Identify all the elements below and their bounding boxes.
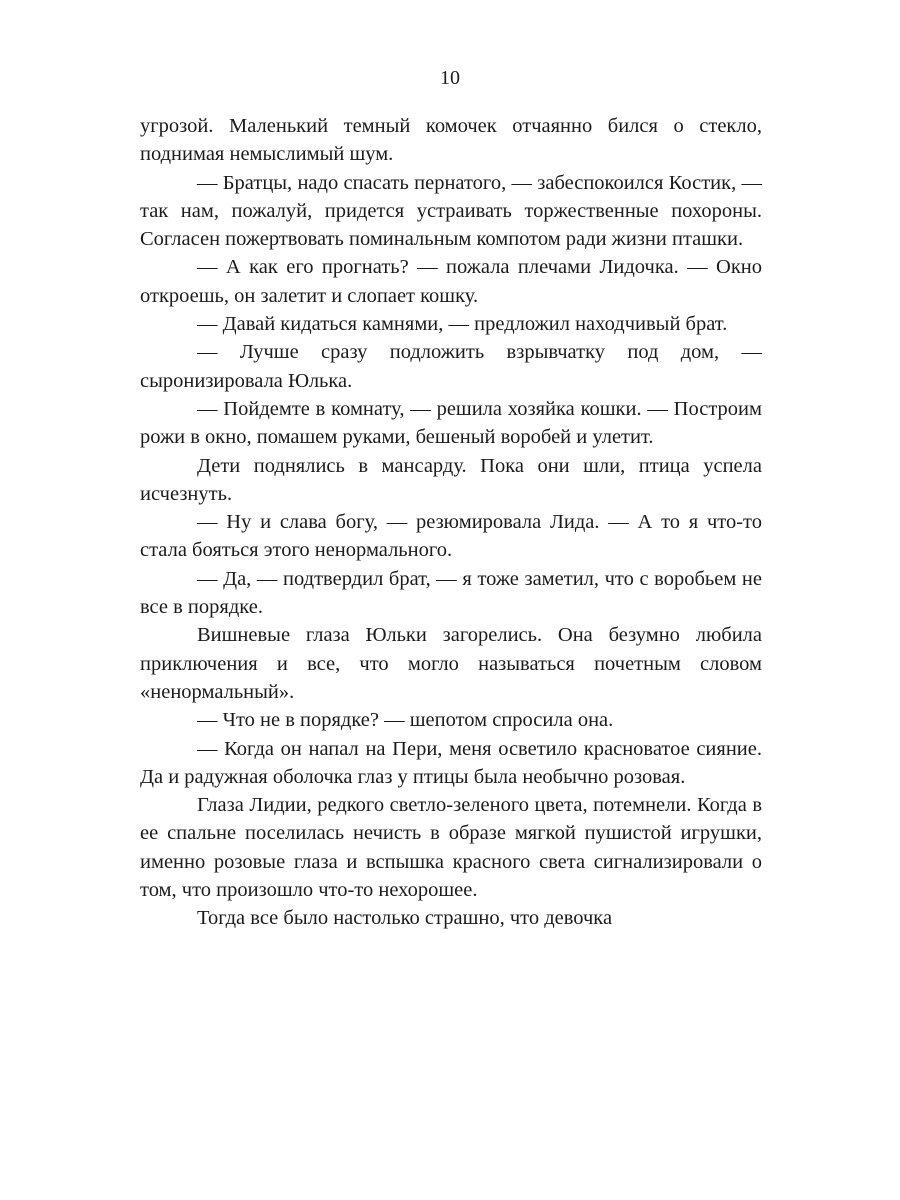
paragraph: — Пойдемте в комнату, — решила хозяйка кошки. — Построим рожи в окно, помашем руками, бешеный воробей и улетит.	[140, 397, 762, 449]
paragraph: — Ну и слава богу, — резюмировала Лида. — А то я что-то стала бояться этого ненормального.	[140, 511, 762, 562]
paragraph: — А как его прогнать? — пожала плечами Лидочка. — Окно откроешь, он залетит и слопает кошку.	[140, 256, 762, 307]
paragraph: Глаза Лидии, редкого светло-зеленого цвета, потемнели. Когда в ее спальне поселилась нечисть в образе мягкой пушистой игрушки, именно розовые глаза и вспышка красного света сигнализировали о том, что произошло что-то нехорошее.	[140, 794, 762, 902]
paragraph: — Когда он напал на Пери, меня осветило красноватое сияние. Да и радужная оболочка глаз у птицы была необычно розовая.	[140, 737, 762, 788]
paragraph: — Лучше сразу подложить взрывчатку под дом, — сыронизировала Юлька.	[140, 341, 762, 392]
page-text-block	[140, 112, 762, 933]
paragraph: угрозой. Маленький темный комочек отчаянно бился о стекло, поднимая немыслимый шум.	[140, 115, 762, 166]
paragraph: Вишневые глаза Юльки загорелись. Она безумно любила приключения и все, что могло называться почетным словом «ненормальный».	[140, 624, 762, 703]
paragraph: — Давай кидаться камнями, — предложил находчивый брат.	[197, 313, 728, 336]
paragraph: Дети поднялись в мансарду. Пока они шли, птица успела исчезнуть.	[140, 454, 762, 505]
paragraph: — Братцы, надо спасать пернатого, — забеспокоился Костик, — так нам, пожалуй, придется устраивать торжественные похороны. Согласен пожертвовать поминальным компотом ради жизни пташки.	[140, 171, 762, 251]
paragraph: Тогда все было настолько страшно, что девочка	[197, 907, 613, 930]
paragraph: — Что не в порядке? — шепотом спросила она.	[197, 709, 614, 732]
paragraph: — Да, — подтвердил брат, — я тоже заметил, что с воробьем не все в порядке.	[140, 567, 762, 619]
page-number: 10	[440, 67, 460, 89]
